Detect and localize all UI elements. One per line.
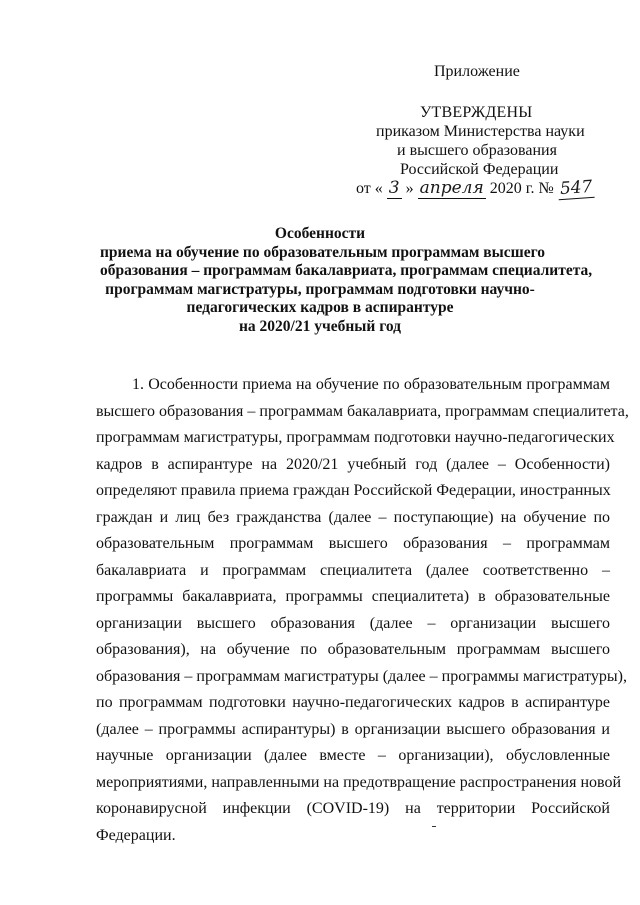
paragraph-line: Федерации. bbox=[96, 826, 176, 844]
paragraph-line: бакалавриата и программам специалитета (далее соответственно – bbox=[96, 561, 610, 579]
approval-block bbox=[340, 62, 600, 199]
title-line: Особенности bbox=[274, 225, 366, 242]
order-line: приказом Министерства науки bbox=[376, 123, 585, 140]
title-line: приема на обучение по образовательным программам высшего bbox=[100, 243, 546, 261]
title-line: на 2020/21 учебный год bbox=[239, 317, 401, 335]
order-date-line bbox=[356, 176, 600, 200]
appendix-label: Приложение bbox=[434, 63, 520, 80]
paragraph-line: граждан и лиц без гражданства (далее – поступающие) на обучение по bbox=[96, 508, 610, 526]
date-mid: » bbox=[405, 180, 414, 197]
approved-label: УТВЕРЖДЕНЫ bbox=[420, 104, 533, 121]
paragraph-line: программы бакалавриата, программы специалитета) в образовательные bbox=[96, 588, 610, 605]
document-title bbox=[100, 225, 593, 337]
paragraph-line: (далее – программы аспирантуры) в организации высшего образования и bbox=[96, 720, 610, 738]
date-suffix: 2020 г. № bbox=[489, 180, 554, 197]
paragraph-line: мероприятиями, направленными на предотвращение распространения новой bbox=[96, 773, 622, 791]
date-prefix: от « bbox=[356, 180, 383, 197]
date-month-handwritten: апреля bbox=[419, 178, 484, 198]
paragraph-line: организации высшего образования (далее – организации высшего bbox=[96, 614, 610, 632]
paragraph-line: по программам подготовки научно-педагогических кадров в аспирантуре bbox=[96, 694, 610, 711]
paragraph-line: высшего образования – программам бакалавриата, программам специалитета, bbox=[96, 402, 629, 420]
paragraph-line: кадров в аспирантуре на 2020/21 учебный год (далее – Особенности) bbox=[96, 455, 610, 473]
paragraph-line: научные организации (далее вместе – организации), обусловленные bbox=[96, 747, 610, 764]
order-number-handwritten: 547 bbox=[557, 178, 595, 200]
paragraph-line: образования – программам магистратуры (далее – программы магистратуры), bbox=[96, 667, 627, 685]
paragraph-line: программам магистратуры, программам подготовки научно-педагогических bbox=[96, 429, 615, 446]
order-line: и высшего образования bbox=[397, 142, 557, 159]
paragraph-line: определяют правила приема граждан Российской Федерации, иностранных bbox=[96, 482, 611, 499]
paragraph-1 bbox=[96, 372, 629, 849]
paragraph-line: образовательным программам высшего образования – программам bbox=[96, 535, 610, 552]
date-day-handwritten: 3 bbox=[388, 178, 400, 198]
scan-speck bbox=[432, 826, 436, 827]
paragraph-line: коронавирусной инфекции (COVID-19) на территории Российской bbox=[96, 800, 610, 817]
order-line: Российской Федерации bbox=[400, 161, 559, 178]
title-line: программам магистратуры, программам подготовки научно- bbox=[105, 280, 535, 298]
paragraph-line: 1. Особенности приема на обучение по образовательным программам bbox=[132, 376, 610, 393]
title-line: педагогических кадров в аспирантуре bbox=[186, 299, 454, 317]
paragraph-line: образования), на обучение по образовательным программам высшего bbox=[96, 641, 610, 658]
title-line: образования – программам бакалавриата, программам специалитета, bbox=[100, 262, 593, 280]
